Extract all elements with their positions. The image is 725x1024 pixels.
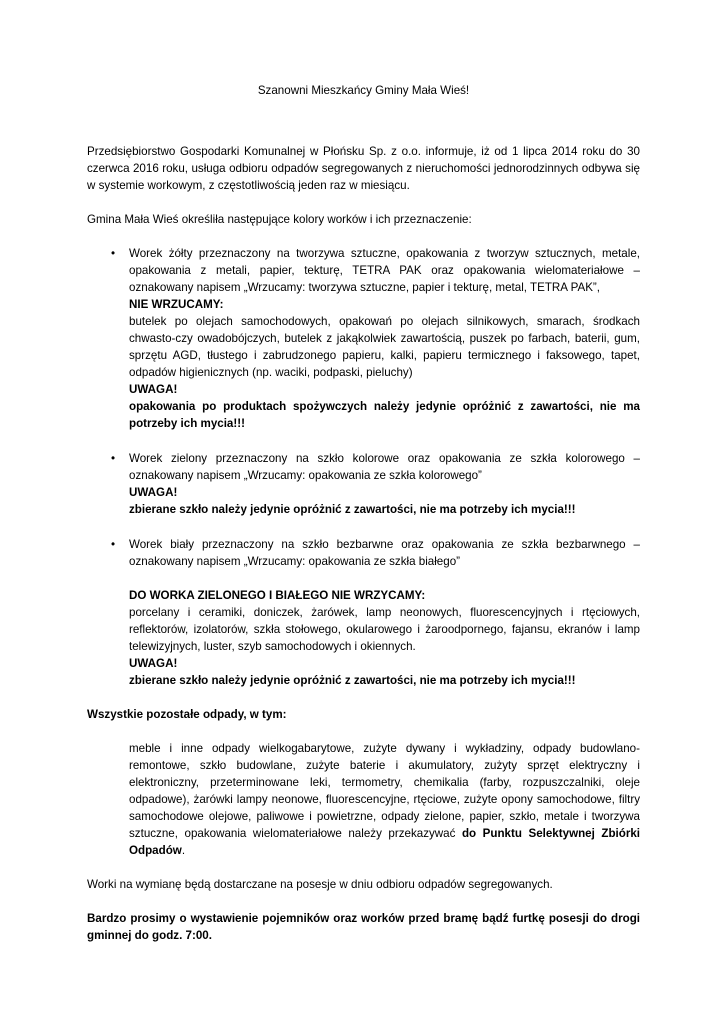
green-warning-text: zbierane szkło należy jedynie opróżnić z zawartości, nie ma potrzeby ich mycia!!! [129,503,576,516]
other-waste-text: meble i inne odpady wielkogabarytowe, zużyte dywany i wykładziny, odpady budowlano- remontowe, szkło budowlane, zużyte baterie i akumulatory, zużyty sprzęt elektryczny i elektroniczny, przeterminowane leki, termometry, chemikalia (farby, rozpuszczalniki, oleje odpadowe), żarówki lampy neonowe, fluorescencyjne, rtęciowe, zużyte opony samochodowe, filtry samochodowe olejowe, paliwowe i powietrzne, odpady zielone, papier, szkło, metale i tworzywa sztuczne, opakowania wielomateriałowe należy przekazywać [129,742,640,840]
document-title: Szanowni Mieszkańcy Gminy Mała Wieś! [257,84,470,97]
blank-line [129,570,640,587]
yellow-warning-text: opakowania po produktach spożywczych należy jedynie opróżnić z zawartości, nie ma potrzeby ich mycia!!! [129,400,640,430]
final-request: Bardzo prosimy o wystawienie pojemników oraz worków przed bramę bądź furtkę posesji do drogi gminnej do godz. 7:00. [87,912,640,942]
white-no-throw-label: DO WORKA ZIELONEGO I BIAŁEGO NIE WRZYCAMY: [129,589,426,602]
green-bag-description: Worek zielony przeznaczony na szkło kolorowe oraz opakowania ze szkła kolorowego – oznakowany napisem „Wrzucamy: opakowania ze szkła kolorowego” [129,452,640,482]
colors-intro-paragraph: Gmina Mała Wieś określiła następujące kolory worków i ich przeznaczenie: [87,213,472,226]
yellow-bag-description: Worek żółty przeznaczony na tworzywa sztuczne, opakowania z tworzyw sztucznych, metale, opakowania z metali, papier, tekturę, TETRA PAK oraz opakowania wielomateriałowe – oznakowany napisem „Wrzucamy: tworzywa sztuczne, papier i tekturę, metal, TETRA PAK”, [129,247,640,294]
yellow-no-throw-text: butelek po olejach samochodowych, opakowań po olejach silnikowych, smarach, środkach chwasto-czy owadobójczych, butelek z jakąkolwiek zawartością, puszek po farbach, baterii, gum, sprzętu AGD, tłustego i zabrudzonego papieru, kalki, papieru termicznego i faksowego, tapet, odpadów higienicznych (np. waciki, podpaski, pieluchy) [129,315,640,379]
yellow-no-throw-label: NIE WRZUCAMY: [129,298,224,311]
intro-paragraph: Przedsiębiorstwo Gospodarki Komunalnej w Płońsku Sp. z o.o. informuje, iż od 1 lipca 2014 roku do 30 czerwca 2016 roku, usługa odbioru odpadów segregowanych z nieruchomości jednorodzinnych odbywa się w systemie workowym, z częstotliwością jeden raz w miesiącu. [87,145,640,192]
other-waste-period: . [181,844,186,857]
bullet-icon: • [110,247,116,260]
list-item-yellow-bag [87,245,640,432]
white-warning-label: UWAGA! [129,657,178,670]
green-warning-label: UWAGA! [129,486,178,499]
white-warning-text: zbierane szkło należy jedynie opróżnić z zawartości, nie ma potrzeby ich mycia!!! [129,674,576,687]
other-waste-paragraph [87,740,640,859]
white-no-throw-text: porcelany i ceramiki, doniczek, żarówek, lamp neonowych, fluorescencyjnych i rtęciowych, reflektorów, izolatorów, szkła stołowego, okularowego i żaroodpornego, fajansu, ekranów i lamp telewizyjnych, luster, szyb samochodowych i okiennych. [129,606,640,653]
white-bag-description: Worek biały przeznaczony na szkło bezbarwne oraz opakowania ze szkła bezbarwnego – oznakowany napisem „Wrzucamy: opakowania ze szkła białego” [129,538,640,568]
bullet-icon: • [110,538,116,551]
document-page [87,82,640,944]
list-item-white-bag [87,536,640,689]
yellow-warning-label: UWAGA! [129,383,178,396]
other-waste-heading: Wszystkie pozostałe odpady, w tym: [87,708,287,721]
bags-exchange-note: Worki na wymianę będą dostarczane na posesje w dniu odbioru odpadów segregowanych. [87,878,553,891]
bullet-icon: • [110,452,116,465]
pszok-destination: do Punktu Selektywnej Zbiórki Odpadów [129,827,641,857]
list-item-green-bag [87,450,640,518]
